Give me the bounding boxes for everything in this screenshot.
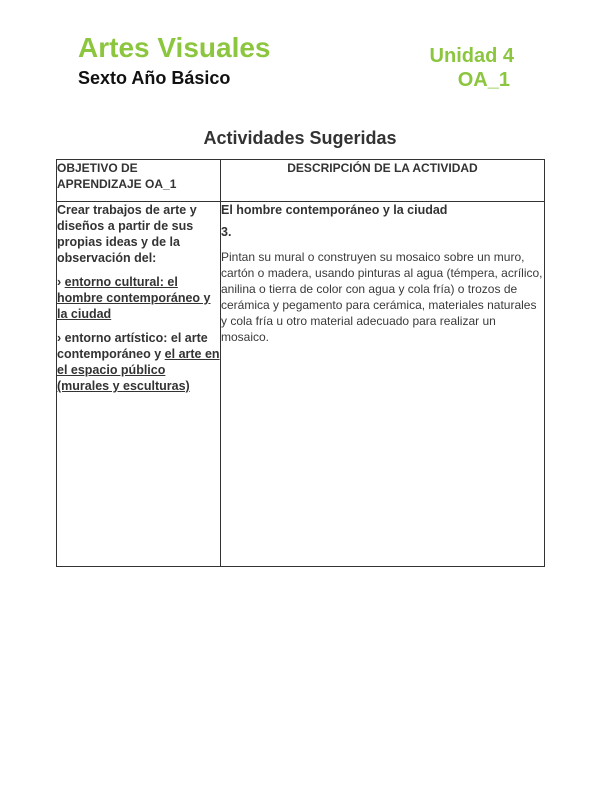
grade-label: Sexto Año Básico (78, 68, 231, 88)
activities-table (56, 159, 545, 567)
objective-item-cultural (57, 274, 220, 322)
objective-column-header: OBJETIVO DE APRENDIZAJE OA_1 (57, 160, 221, 202)
cultural-environment-link[interactable]: entorno cultural: el hombre contemporáneo y la ciudad (57, 275, 211, 321)
section-title: Actividades Sugeridas (203, 128, 397, 148)
activity-description: Pintan su mural o construyen su mosaico sobre un muro, cartón o madera, usando pinturas al agua (témpera, acrílico, anilina o tierra de color con agua y cola fría) o trozos de cerámica y pegamento para cerámica, materiales naturales y cola fría u otro material adecuado para realizar un mosaico. (221, 250, 543, 344)
objective-item-prefix: › (57, 275, 65, 289)
objective-code-label: OA_1 (457, 69, 510, 91)
objective-item-text: › entorno artístico: el arte contemporáneo y (57, 331, 208, 361)
public-space-art-link[interactable]: el arte en el espacio público (murales y esculturas) (57, 347, 220, 393)
description-column-header: DESCRIPCIÓN DE LA ACTIVIDAD (221, 160, 545, 202)
unit-label: Unidad 4 (429, 45, 514, 67)
activity-cell (221, 202, 545, 567)
activity-number: 3. (221, 225, 232, 239)
objective-intro: Crear trabajos de arte y diseños a partir de sus propias ideas y de la observación del: (57, 203, 197, 265)
table-header-row (57, 160, 545, 202)
subject-title: Artes Visuales (78, 32, 271, 63)
activity-title: El hombre contemporáneo y la ciudad (221, 203, 448, 217)
objective-item-artistic (57, 330, 220, 394)
objective-cell (57, 202, 221, 567)
table-row (57, 202, 545, 567)
